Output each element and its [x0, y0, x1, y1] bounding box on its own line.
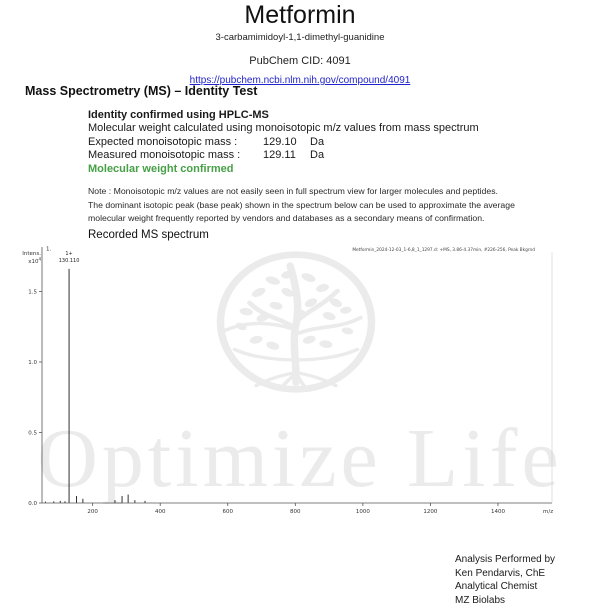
measured-mass-unit: Da	[310, 149, 325, 162]
pubchem-cid: PubChem CID: 4091	[249, 55, 351, 67]
note-paragraph	[88, 185, 515, 226]
note-line-3: molecular weight frequently reported by vendors and databases as a secondary means of confirmation.	[88, 213, 485, 223]
x-axis-tick-label: 800	[290, 509, 301, 515]
y-axis-tick-label: 0.5	[28, 430, 37, 437]
pubchem-link[interactable]: https://pubchem.ncbi.nlm.nih.gov/compound/4091	[189, 75, 411, 86]
x-axis-tick-label: 200	[87, 509, 98, 515]
trace-number-label: 1.	[46, 246, 52, 253]
section-heading: Mass Spectrometry (MS) – Identity Test	[25, 84, 258, 98]
analyst-footer	[455, 553, 555, 608]
spectrum-caption: Recorded MS spectrum	[88, 229, 209, 241]
expected-mass-label: Expected monoisotopic mass :	[88, 135, 238, 148]
expected-mass-row	[88, 136, 479, 149]
y-axis-scale-label	[28, 257, 41, 266]
compound-iupac-name: 3-carbamimidoyl-1,1-dimethyl-guanidine	[215, 32, 385, 43]
measured-mass-label: Measured monoisotopic mass :	[88, 149, 241, 162]
identity-block	[88, 109, 479, 176]
weight-confirmed-status: Molecular weight confirmed	[88, 162, 234, 175]
y-axis-title: Intens.	[22, 251, 41, 257]
y-axis-tick-label: 0.0	[28, 501, 37, 507]
x-axis-tick-label: 1200	[423, 509, 438, 515]
y-axis-tick-label: 1.0	[28, 359, 37, 366]
identity-confirmed-line: Identity confirmed using HPLC-MS	[88, 109, 269, 121]
expected-mass-value: 129.10	[263, 135, 297, 148]
note-line-2: The dominant isotopic peak (base peak) shown in the spectrum below can be used to approximate the average	[88, 199, 515, 210]
expected-mass-unit: Da	[310, 135, 325, 148]
footer-line-3: Analytical Chemist	[455, 581, 538, 593]
y-scale-exponent: 4	[38, 256, 41, 262]
x-axis-tick-label: 1000	[355, 509, 370, 515]
header	[0, 0, 600, 88]
x-axis-tick-label: 600	[222, 509, 234, 515]
measured-mass-row	[88, 149, 479, 162]
optimize-life-watermark-text: Optimize Life	[37, 412, 563, 505]
footer-line-1: Analysis Performed by	[455, 554, 556, 565]
base-peak-charge-label: 1+	[65, 251, 73, 257]
note-line-1: Note : Monoisotopic m/z values are not easily seen in full spectrum view for larger molecules and peptides.	[88, 186, 498, 196]
spectrum-file-annotation: Metformin_2024-12-03_1-6,8_1_1297.d: +MS, 3.86-4.37min, #226-256, Peak Bkgrnd	[352, 248, 535, 253]
ms-spectrum-chart	[0, 244, 600, 524]
footer-line-2: Ken Pendarvis, ChE	[455, 567, 546, 579]
method-line: Molecular weight calculated using monoisotopic m/z values from mass spectrum	[88, 122, 479, 135]
y-scale-mantissa: x10	[28, 259, 39, 265]
footer-line-4: MZ Biolabs	[455, 595, 506, 607]
x-axis-tick-label: 1400	[490, 509, 505, 515]
x-axis-tick-label: 400	[154, 509, 166, 515]
measured-mass-value: 129.11	[263, 149, 296, 162]
x-axis-unit-label: m/z	[543, 509, 554, 515]
page-title: Metformin	[244, 1, 356, 29]
ms-spectrum-svg	[0, 244, 600, 524]
base-peak-mz-label: 130.110	[58, 258, 80, 264]
y-axis-tick-label: 1.5	[28, 289, 37, 296]
